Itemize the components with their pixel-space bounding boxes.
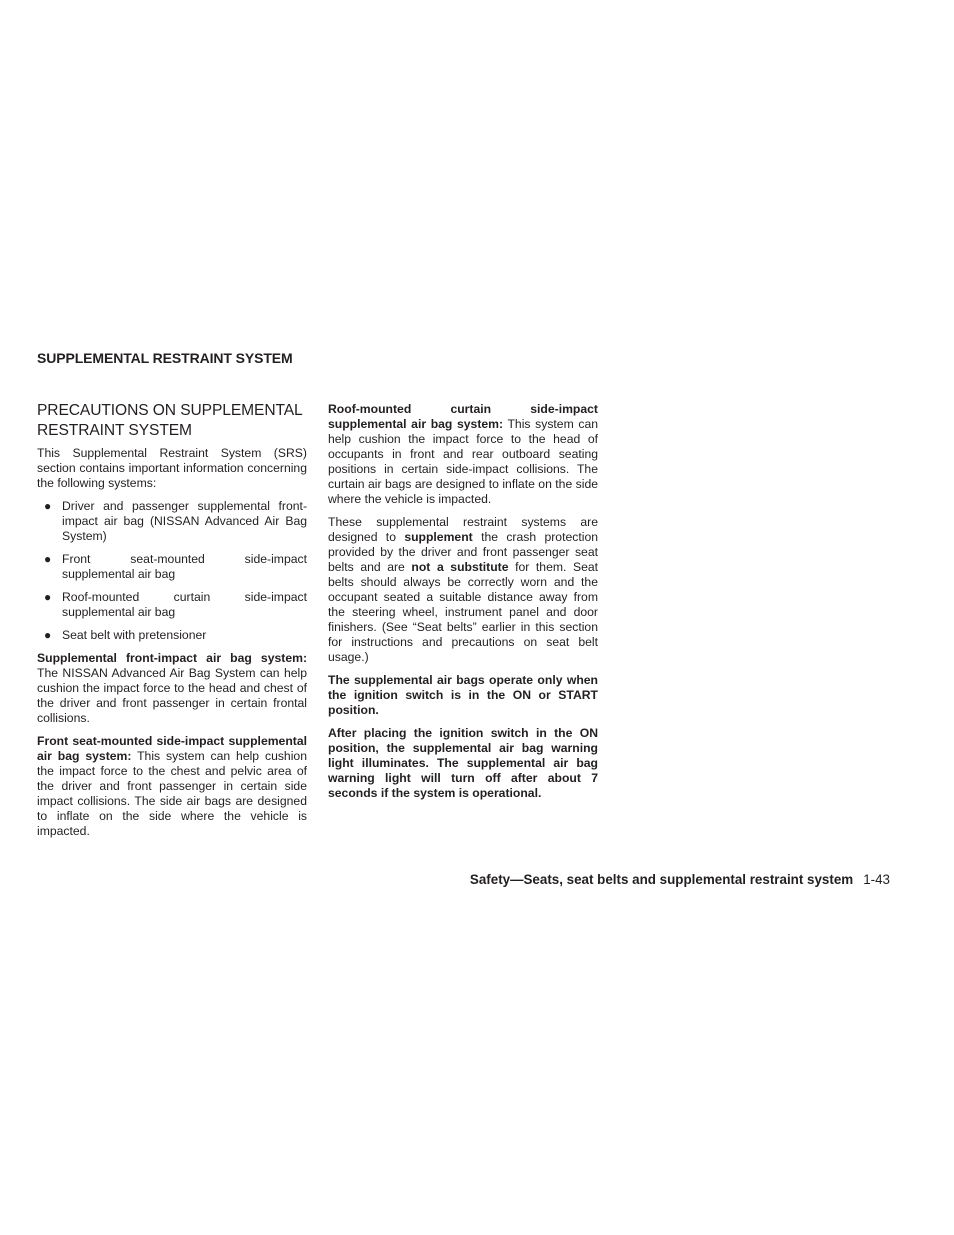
side-impact-label: Front seat-mounted side-impact supplemental air bag system: xyxy=(37,734,307,763)
supplement-paragraph xyxy=(328,515,598,665)
list-item-text: Roof-mounted curtain side-impact supplemental air bag xyxy=(62,590,307,619)
side-impact-text: This system can help cushion the impact force to the chest and pelvic area of the driver and front passenger in certain side impact collisions. The side air bags are designed to inflate on the side where the vehicle is impacted. xyxy=(37,749,307,838)
supplement-bold: supplement xyxy=(404,530,473,544)
curtain-paragraph xyxy=(328,402,598,507)
left-column xyxy=(37,401,307,847)
list-item xyxy=(37,590,307,620)
right-column xyxy=(328,402,598,809)
intro-paragraph: This Supplemental Restraint System (SRS) section contains important information concerning the following systems: xyxy=(37,446,307,490)
precautions-subheading: PRECAUTIONS ON SUPPLEMENTAL RESTRAINT SYSTEM xyxy=(37,402,303,439)
warning-light-note xyxy=(328,726,598,801)
warning-light-note-text: After placing the ignition switch in the ON position, the supplemental air bag warning light illuminates. The supplemental air bag warning light will turn off after about 7 seconds if the system is operational. xyxy=(328,726,598,800)
list-item xyxy=(37,628,307,643)
section-title: SUPPLEMENTAL RESTRAINT SYSTEM xyxy=(37,350,293,366)
supplement-text-2: the crash protection provided by the driver and front passenger seat belts and are xyxy=(328,530,598,574)
operate-note xyxy=(328,673,598,718)
bullet-icon: ● xyxy=(44,552,52,566)
curtain-label: Roof-mounted curtain side-impact supplemental air bag system: xyxy=(328,402,598,431)
bullet-icon: ● xyxy=(44,590,52,604)
side-impact-paragraph xyxy=(37,734,307,839)
operate-note-text: The supplemental air bags operate only when the ignition switch is in the ON or START position. xyxy=(328,673,598,717)
list-item xyxy=(37,552,307,582)
supplement-text-3: for them. Seat belts should always be correctly worn and the occupant seated a suitable distance away from the steering wheel, instrument panel and door finishers. (See “Seat belts” earlier in this section for instructions and precautions on seat belt usage.) xyxy=(328,560,599,664)
front-impact-text: The NISSAN Advanced Air Bag System can help cushion the impact force to the head and chest of the driver and front passenger in certain frontal collisions. xyxy=(37,666,307,725)
list-item-text: Driver and passenger supplemental front-impact air bag (NISSAN Advanced Air Bag System) xyxy=(62,499,307,543)
front-impact-paragraph xyxy=(37,651,307,726)
list-item-text: Front seat-mounted side-impact supplemental air bag xyxy=(62,552,307,581)
list-item xyxy=(37,499,307,544)
bullet-icon: ● xyxy=(44,628,52,642)
bullet-icon: ● xyxy=(44,499,52,513)
not-substitute-bold: not a substitute xyxy=(411,560,509,574)
page-footer xyxy=(470,871,890,889)
supplement-text-1: These supplemental restraint systems are designed to xyxy=(328,515,598,544)
front-impact-label: Supplemental front-impact air bag system: xyxy=(37,651,307,665)
list-item-text: Seat belt with pretensioner xyxy=(62,628,207,642)
page-number: 1-43 xyxy=(863,872,890,887)
systems-list xyxy=(37,499,307,643)
chapter-title: Safety—Seats, seat belts and supplemental restraint system xyxy=(469,872,854,887)
curtain-text: This system can help cushion the impact force to the head of occupants in front and rear outboard seating positions in certain side-impact collisions. The curtain air bags are designed to inflate on the side where the vehicle is impacted. xyxy=(328,417,599,506)
